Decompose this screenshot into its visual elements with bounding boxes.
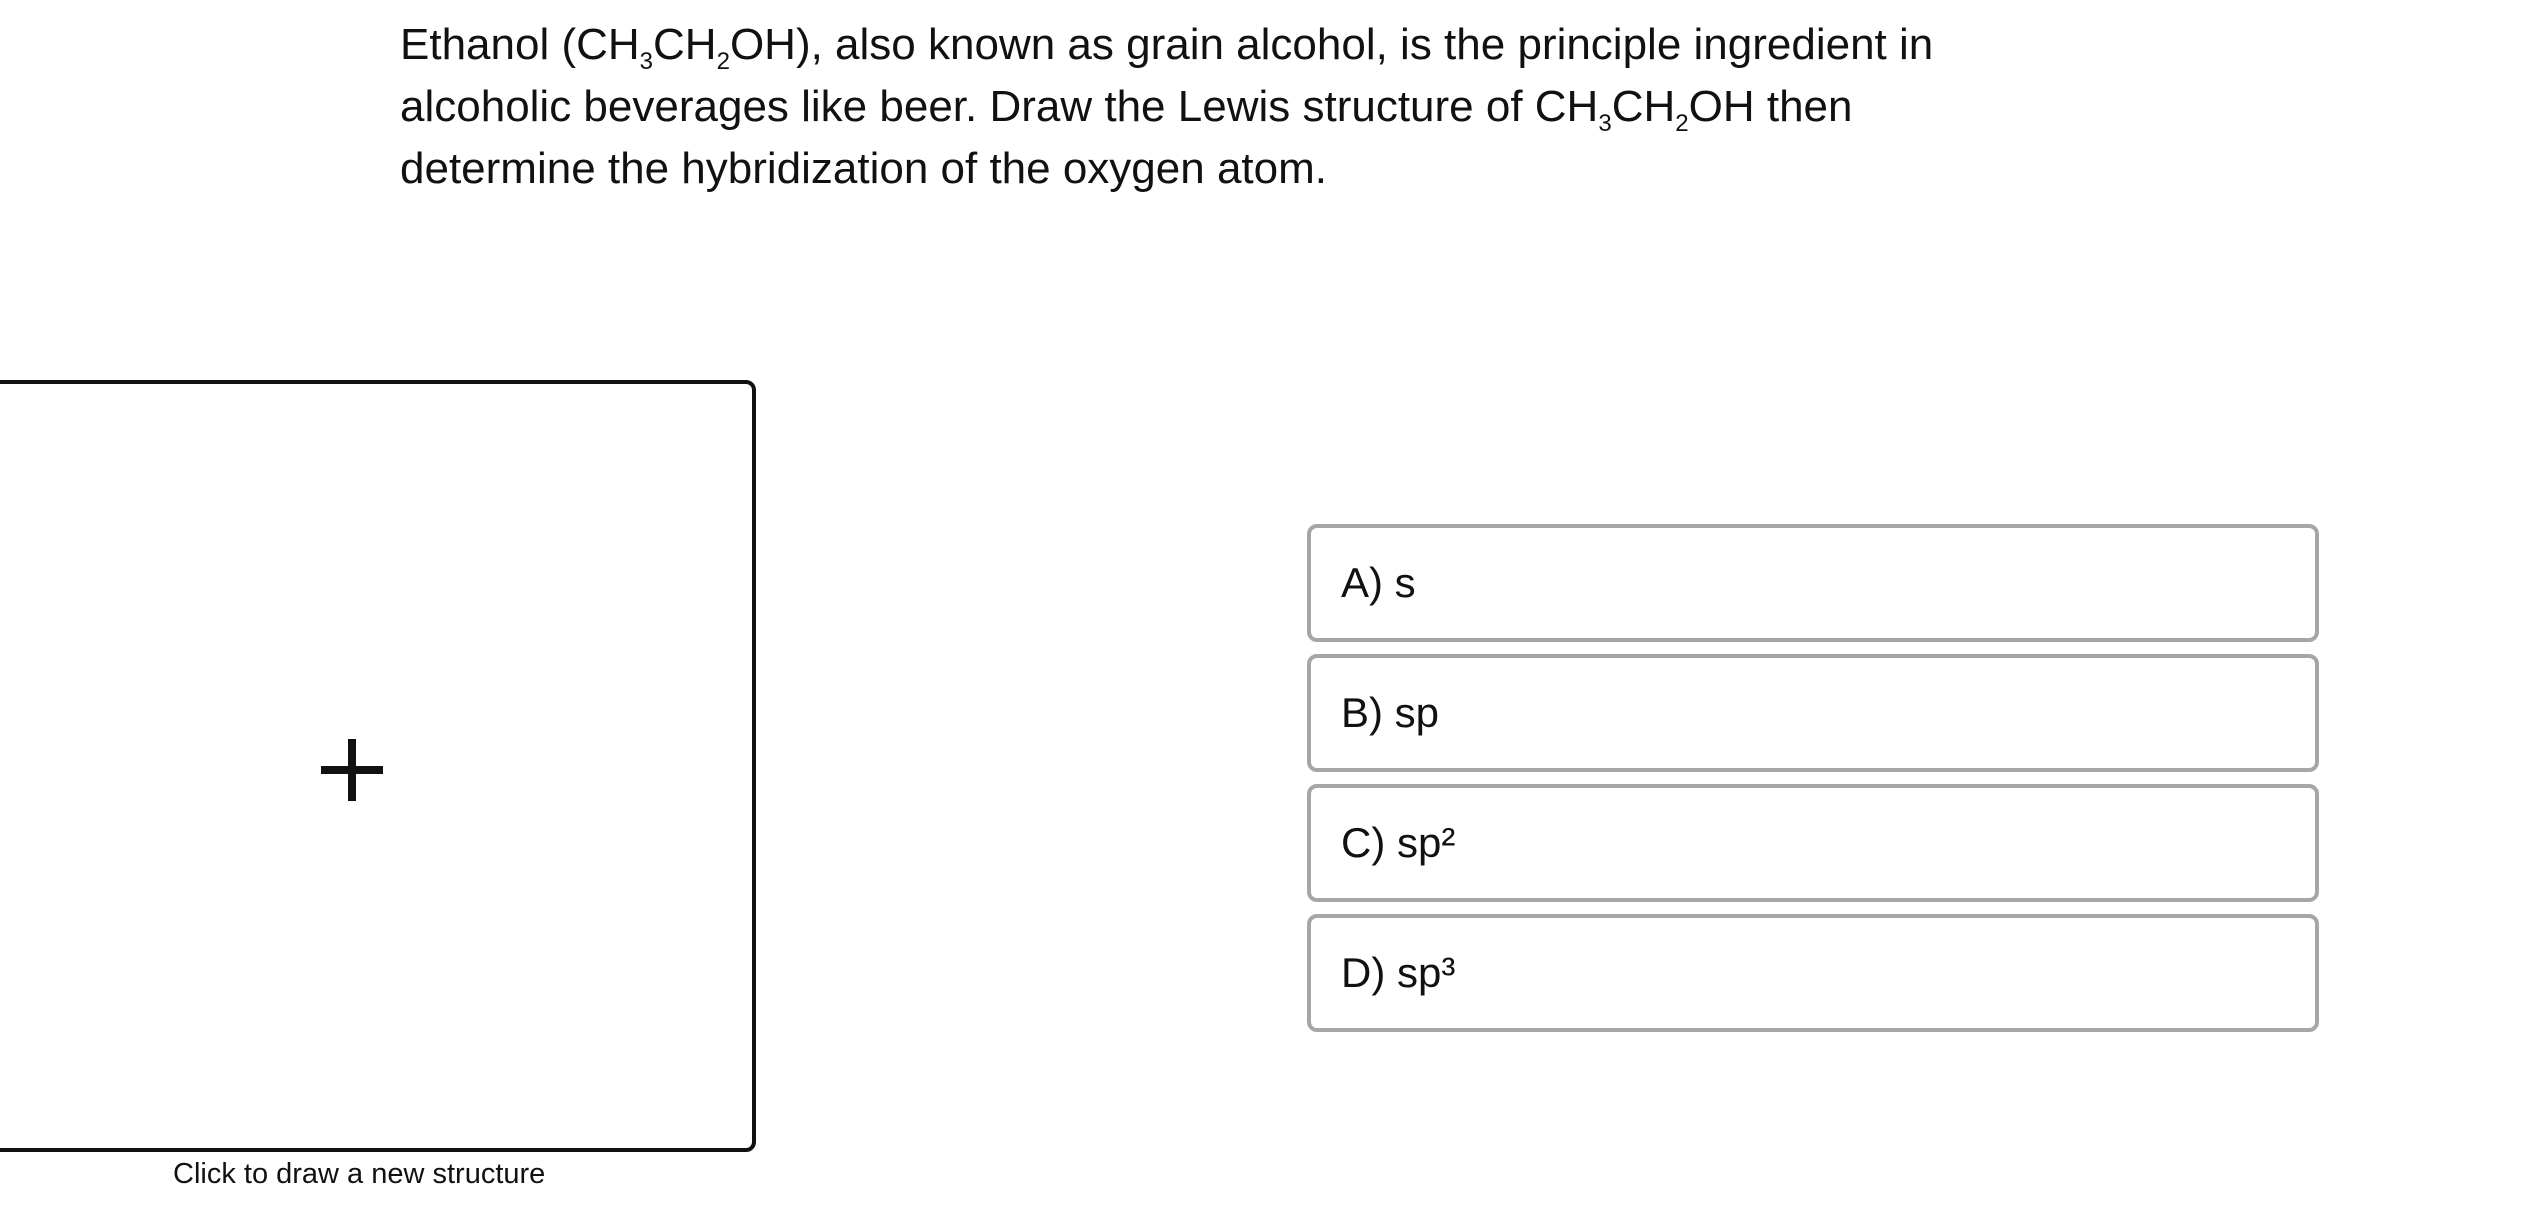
plus-icon[interactable] [321,739,383,801]
option-c[interactable]: C) sp² [1307,784,2319,902]
question-part-3: OH), also known as grain alcohol, is the principle ingredient in alcoholic beverages like beer. Draw the Lewis structure of CH [400,20,1934,131]
option-d[interactable]: D) sp³ [1307,914,2319,1032]
question-part-5: OH then determine the hybridization of the oxygen atom. [400,82,1853,193]
option-a[interactable]: A) s [1307,524,2319,642]
question-text [400,14,2040,200]
answer-options [1307,524,2319,1044]
draw-structure-caption: Click to draw a new structure [173,1158,546,1190]
draw-structure-area[interactable] [0,380,756,1152]
subscript-2: 2 [1675,110,1689,137]
question-part-4: CH [1611,82,1676,131]
question-part-1: Ethanol (CH [400,20,640,69]
subscript-2: 2 [716,48,730,75]
subscript-3: 3 [1598,110,1612,137]
option-b[interactable]: B) sp [1307,654,2319,772]
question-part-2: CH [653,20,717,69]
subscript-3: 3 [639,48,654,75]
